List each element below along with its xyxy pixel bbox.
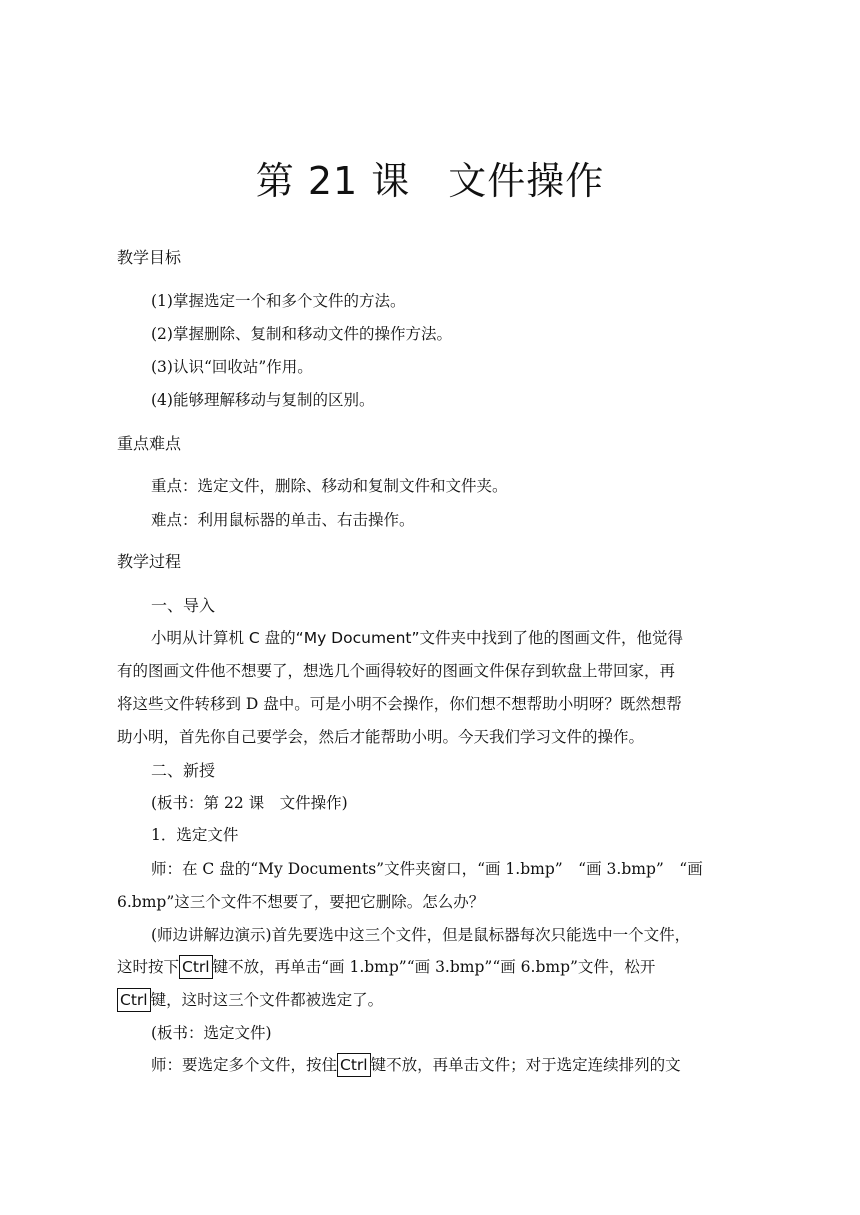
goal-item: (4)能够理解移动与复制的区别。 [151,391,375,409]
section-heading-keypoints: 重点难点 [117,434,182,453]
lesson-number: 第 21 课 [255,159,411,203]
paragraph-line: 师：要选定多个文件，按住 Ctrl 键不放，再单击文件；对于选定连续排列的文 [151,1053,743,1077]
paragraph-line: 小明从计算机 C 盘的“My Document”文件夹中找到了他的图画文件，他觉得 [151,629,684,647]
section-heading-goals: 教学目标 [117,248,182,267]
board-note: (板书：第 22 课 文件操作) [151,794,348,812]
board-note: (板书：选定文件) [151,1024,272,1042]
subsection-title: 1．选定文件 [151,826,239,844]
paragraph-line: 师：在 C 盘的“My Documents”文件夹窗口，“画 1.bmp” “画 3.bmp” “画 [151,860,703,878]
paragraph-line: (师边讲解边演示)首先要选中这三个文件，但是鼠标器每次只能选中一个文件， [151,926,691,944]
paragraph-line: Ctrl 键，这时这三个文件都被选定了。 [117,988,743,1012]
lesson-name: 文件操作 [448,159,605,203]
ctrl-key-box: Ctrl [337,1053,371,1077]
paragraph-line: 助小明，首先你自己要学会，然后才能帮助小明。今天我们学习文件的操作。 [117,728,645,746]
keypoint-item: 难点：利用鼠标器的单击、右击操作。 [151,511,415,529]
goal-item: (3)认识“回收站”作用。 [151,358,313,376]
subheading-new: 二、新授 [151,761,216,780]
page-title [0,150,860,205]
goal-item: (2)掌握删除、复制和移动文件的操作方法。 [151,325,452,343]
subheading-intro: 一、导入 [151,596,216,615]
ctrl-key-box: Ctrl [117,988,151,1012]
goal-item: (1)掌握选定一个和多个文件的方法。 [151,292,406,310]
ctrl-key-box: Ctrl [179,955,213,979]
keypoint-item: 重点：选定文件，删除、移动和复制文件和文件夹。 [151,477,508,495]
paragraph-line: 这时按下 Ctrl 键不放，再单击“画 1.bmp”“画 3.bmp”“画 6.bmp”文件，松开 [117,955,743,979]
paragraph-line: 有的图画文件他不想要了，想选几个画得较好的图画文件保存到软盘上带回家，再 [117,662,676,680]
section-heading-process: 教学过程 [117,552,182,571]
paragraph-line: 6.bmp”这三个文件不想要了，要把它删除。怎么办？ [117,893,485,911]
paragraph-line: 将这些文件转移到 D 盘中。可是小明不会操作，你们想不想帮助小明呀？既然想帮 [117,695,682,713]
